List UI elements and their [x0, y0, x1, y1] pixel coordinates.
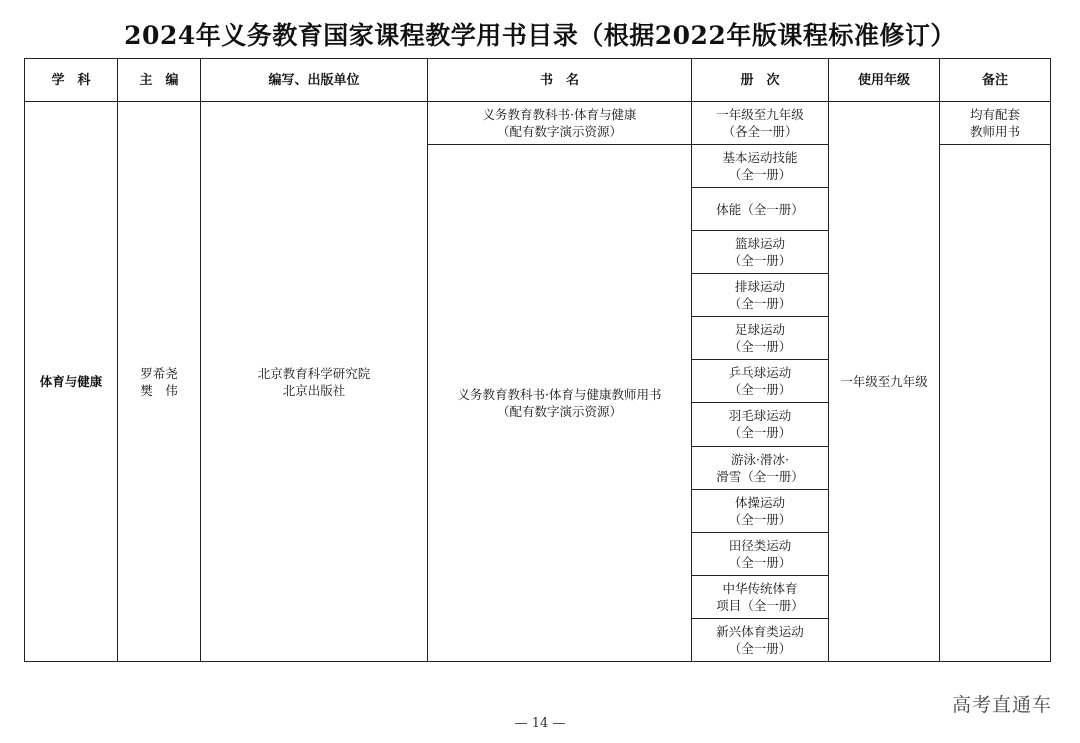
editor-cell [118, 102, 201, 662]
volume-line: 滑雪（全一册） [716, 468, 804, 484]
page-title: 2024年义务教育国家课程教学用书目录（根据2022年版课程标准修订） [124, 21, 956, 50]
note-cell [940, 102, 1051, 145]
publisher-name: 北京出版社 [282, 382, 346, 398]
volume-cell [692, 403, 829, 446]
volume-line: 篮球运动 [734, 236, 785, 252]
volume-cell [692, 532, 829, 575]
header-volume: 册 次 [692, 59, 829, 102]
header-editor: 主 编 [118, 59, 201, 102]
header-row [25, 59, 1051, 102]
volume-cell [692, 102, 829, 145]
note-cell-empty [940, 145, 1051, 662]
volume-line: 基本运动技能 [722, 150, 798, 166]
volume-line: 新兴体育类运动 [716, 623, 804, 639]
publisher-name: 北京教育科学研究院 [257, 365, 371, 381]
editor-name: 樊 伟 [140, 382, 178, 398]
volume-cell [692, 231, 829, 274]
volume-line: 羽毛球运动 [728, 408, 792, 424]
catalog-table [24, 58, 1051, 662]
publisher-cell [201, 102, 428, 662]
volume-line: （全一册） [728, 554, 792, 570]
editor-name: 罗希尧 [140, 365, 178, 381]
volume-cell [692, 489, 829, 532]
volume-cell [692, 618, 829, 661]
header-publisher: 编写、出版单位 [201, 59, 428, 102]
volume-line: （全一册） [728, 640, 792, 656]
watermark: 高考直通车 [951, 694, 1052, 716]
book-name-cell [428, 145, 692, 662]
volume-line: 足球运动 [734, 322, 785, 338]
book-name-cell [428, 102, 692, 145]
subject-cell: 体育与健康 [25, 102, 118, 662]
table-row [25, 102, 1051, 145]
volume-line: 中华传统体育 [722, 580, 798, 596]
volume-line: 田径类运动 [728, 537, 792, 553]
volume-line: 项目（全一册） [716, 597, 804, 613]
volume-line: 一年级至九年级 [716, 107, 804, 123]
note-line: 教师用书 [969, 124, 1020, 140]
book-resource: （配有数字演示资源） [496, 124, 622, 140]
note-line: 均有配套 [969, 107, 1020, 123]
volume-cell [692, 360, 829, 403]
volume-cell [692, 188, 829, 231]
volume-line: 游泳·滑冰· [731, 451, 789, 467]
header-book-name: 书 名 [428, 59, 692, 102]
header-subject: 学 科 [25, 59, 118, 102]
book-title: 义务教育教科书·体育与健康 [482, 107, 637, 123]
book-title: 义务教育教科书·体育与健康教师用书 [457, 387, 662, 403]
book-resource: （配有数字演示资源） [496, 404, 622, 420]
page-number: — 14 — [514, 716, 566, 731]
volume-line: 排球运动 [734, 279, 785, 295]
volume-line: （全一册） [728, 425, 792, 441]
volume-cell [692, 274, 829, 317]
volume-line: （全一册） [728, 167, 792, 183]
volume-cell [692, 317, 829, 360]
volume-line: （全一册） [728, 382, 792, 398]
volume-line: （全一册） [728, 339, 792, 355]
volume-cell [692, 575, 829, 618]
volume-line: 体操运动 [734, 494, 785, 510]
volume-line: （全一册） [728, 253, 792, 269]
volume-line: （全一册） [728, 296, 792, 312]
volume-line: 体能（全一册） [716, 201, 804, 217]
grade-cell: 一年级至九年级 [829, 102, 940, 662]
volume-cell [692, 145, 829, 188]
volume-cell [692, 446, 829, 489]
volume-line: （各全一册） [722, 124, 798, 140]
volume-line: 乒乓球运动 [728, 365, 792, 381]
header-note: 备注 [940, 59, 1051, 102]
header-grade: 使用年级 [829, 59, 940, 102]
volume-line: （全一册） [728, 511, 792, 527]
